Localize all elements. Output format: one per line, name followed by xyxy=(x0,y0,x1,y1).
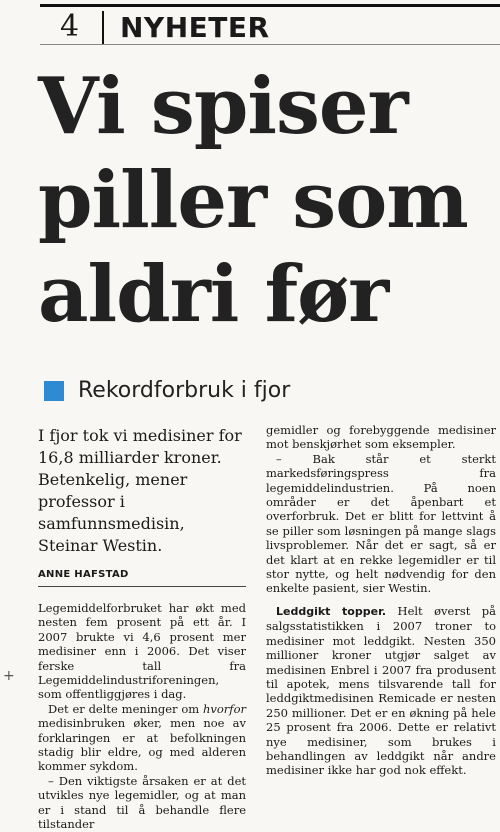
subheadline-text: Rekordforbruk i fjor xyxy=(78,378,291,403)
subheadline xyxy=(44,378,290,403)
page-header xyxy=(40,4,500,47)
right-paragraph-3 xyxy=(266,604,496,778)
header-bottom-rule xyxy=(40,44,500,45)
header-divider xyxy=(102,11,104,45)
byline: ANNE HAFSTAD xyxy=(38,569,129,580)
headline-line-3: aldri før xyxy=(38,249,389,340)
subheading-leddgikt: Leddgikt topper. xyxy=(276,604,387,618)
paragraph-3-rest: Helt øverst på salgsstatistikken i 2007 troner to medisiner mot leddgikt. Nesten 350 millioner kroner utgjør salget av medisinen Enbrel i 2007 fra produsent til apotek, mens tilsvarende tall for leddgiktmedisinen Remicade er nesten 250 millioner. Det er en økning på hele 25 prosent fra 2006. Dette er relativt nye medisiner, som brukes i behandlingen av leddgikt når andre medisiner ikke har god nok effekt. xyxy=(266,603,496,778)
section-label: NYHETER xyxy=(120,11,270,44)
body-paragraph-3: – Den viktigste årsaken er at det utvikles nye legemidler, og at man er i stand til å behandle flere tilstander xyxy=(38,773,246,832)
body-paragraph-2 xyxy=(38,702,246,774)
lead-paragraph: I fjor tok vi medisiner for 16,8 milliarder kroner. Betenkelig, mener professor i samfunnsmedisin, Steinar Westin. xyxy=(38,426,242,555)
headline-line-2: piller som xyxy=(38,155,468,246)
crosshair-mark-icon: + xyxy=(3,668,15,684)
paragraph-2-end: medisinbruken øker, men noe av forklaringen er at befolkningen stadig blir eldre, og med alderen kommer sykdom. xyxy=(38,716,246,774)
left-body-text xyxy=(38,601,246,832)
headline xyxy=(38,60,468,342)
right-body-text xyxy=(266,423,496,778)
blue-square-icon xyxy=(44,381,64,401)
paragraph-2-italic: hvorfor xyxy=(202,701,246,716)
right-paragraph-2: – Bak står et sterkt markedsføringspress fra legemiddelindustrien. På noen områder er det åpenbart et overforbruk. Det er blitt for lettvint å se piller som løsningen på mange slags livsproblemer. Når det er sagt, så er det klart at en rekke legemidler er til stor nytte, og helt nødvendig for den enkelte pasient, sier Westin. xyxy=(266,451,496,596)
body-paragraph-1: Legemiddelforbruket har økt med nesten fem prosent på ett år. I 2007 brukte vi 4,6 prosent mer medisiner enn i 2006. Det viser ferske tall fra Legemiddelindustriforeningen, som offentliggjøres i dag. xyxy=(38,601,246,702)
right-column xyxy=(266,423,496,778)
page-number: 4 xyxy=(60,9,80,44)
headline-line-1: Vi spiser xyxy=(38,61,408,152)
byline-rule xyxy=(38,586,246,587)
right-paragraph-1: gemidler og forebyggende medisiner mot benskjørhet som eksempler. xyxy=(266,423,496,452)
paragraph-2-start: Det er delte meninger om xyxy=(48,701,203,716)
left-column xyxy=(38,425,246,832)
